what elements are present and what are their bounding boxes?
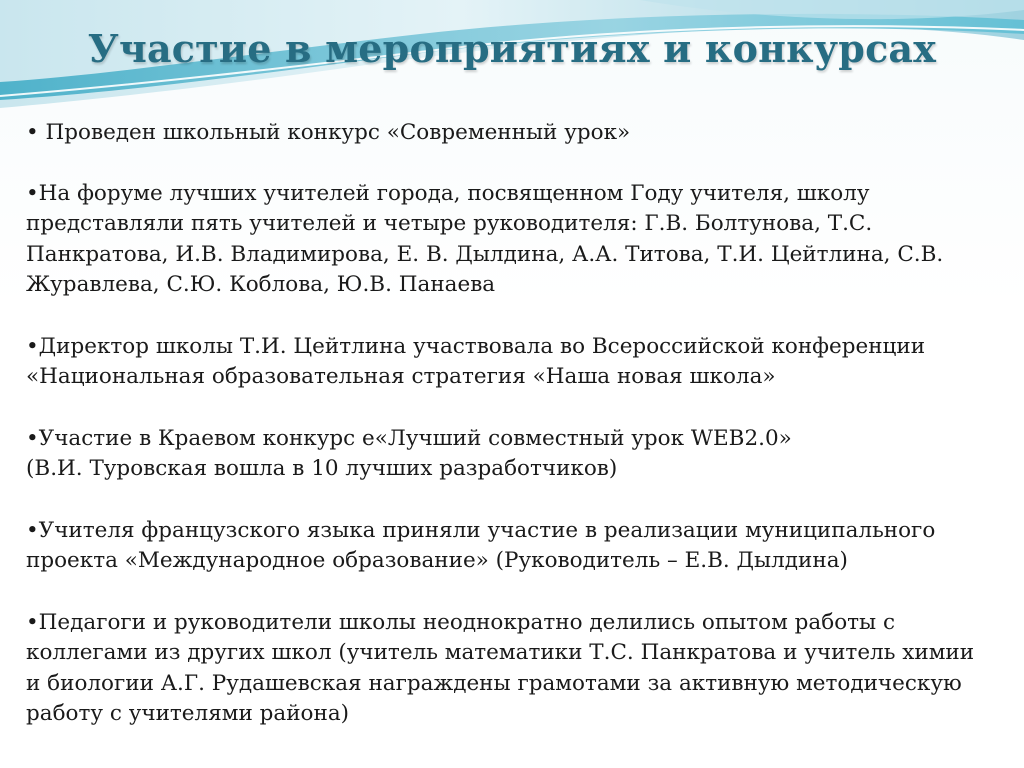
bullet-item-6: •Педагоги и руководители школы неоднократно делились опытом работы с коллегами из других школ (учитель математики Т.С. Панкратова и учитель химии и биологии А.Г. Рудашевская награждены грамотами за активную методическую работу с учителями района) bbox=[26, 609, 975, 726]
bullet-item-2: •На форуме лучших учителей города, посвященном Году учителя, школу представляли пять учителей и четыре руководителя: Г.В. Болтунова, Т.С. Панкратова, И.В. Владимирова, Е. В. Дылдина, А.А. Титова, Т.И. Цейтлина, С.В. Журавлева, С.Ю. Коблова, Ю.В. Панаева bbox=[26, 180, 944, 297]
bullet-list bbox=[26, 118, 1006, 761]
bullet-item-1: • Проведен школьный конкурс «Современный урок» bbox=[26, 120, 631, 145]
bullet-item-3: •Директор школы Т.И. Цейтлина участвовала во Всероссийской конференции «Национальная образовательная стратегия «Наша новая школа» bbox=[26, 333, 926, 389]
slide-title: Участие в мероприятиях и конкурсах bbox=[87, 26, 937, 71]
bullet-item-4: •Участие в Краевом конкурс е«Лучший совместный урок WEB2.0» (В.И. Туровская вошла в 10 лучших разработчиков) bbox=[26, 425, 792, 481]
bullet-item-5: •Учителя французского языка приняли участие в реализации муниципального проекта «Международное образование» (Руководитель – Е.В. Дылдина) bbox=[26, 517, 936, 573]
